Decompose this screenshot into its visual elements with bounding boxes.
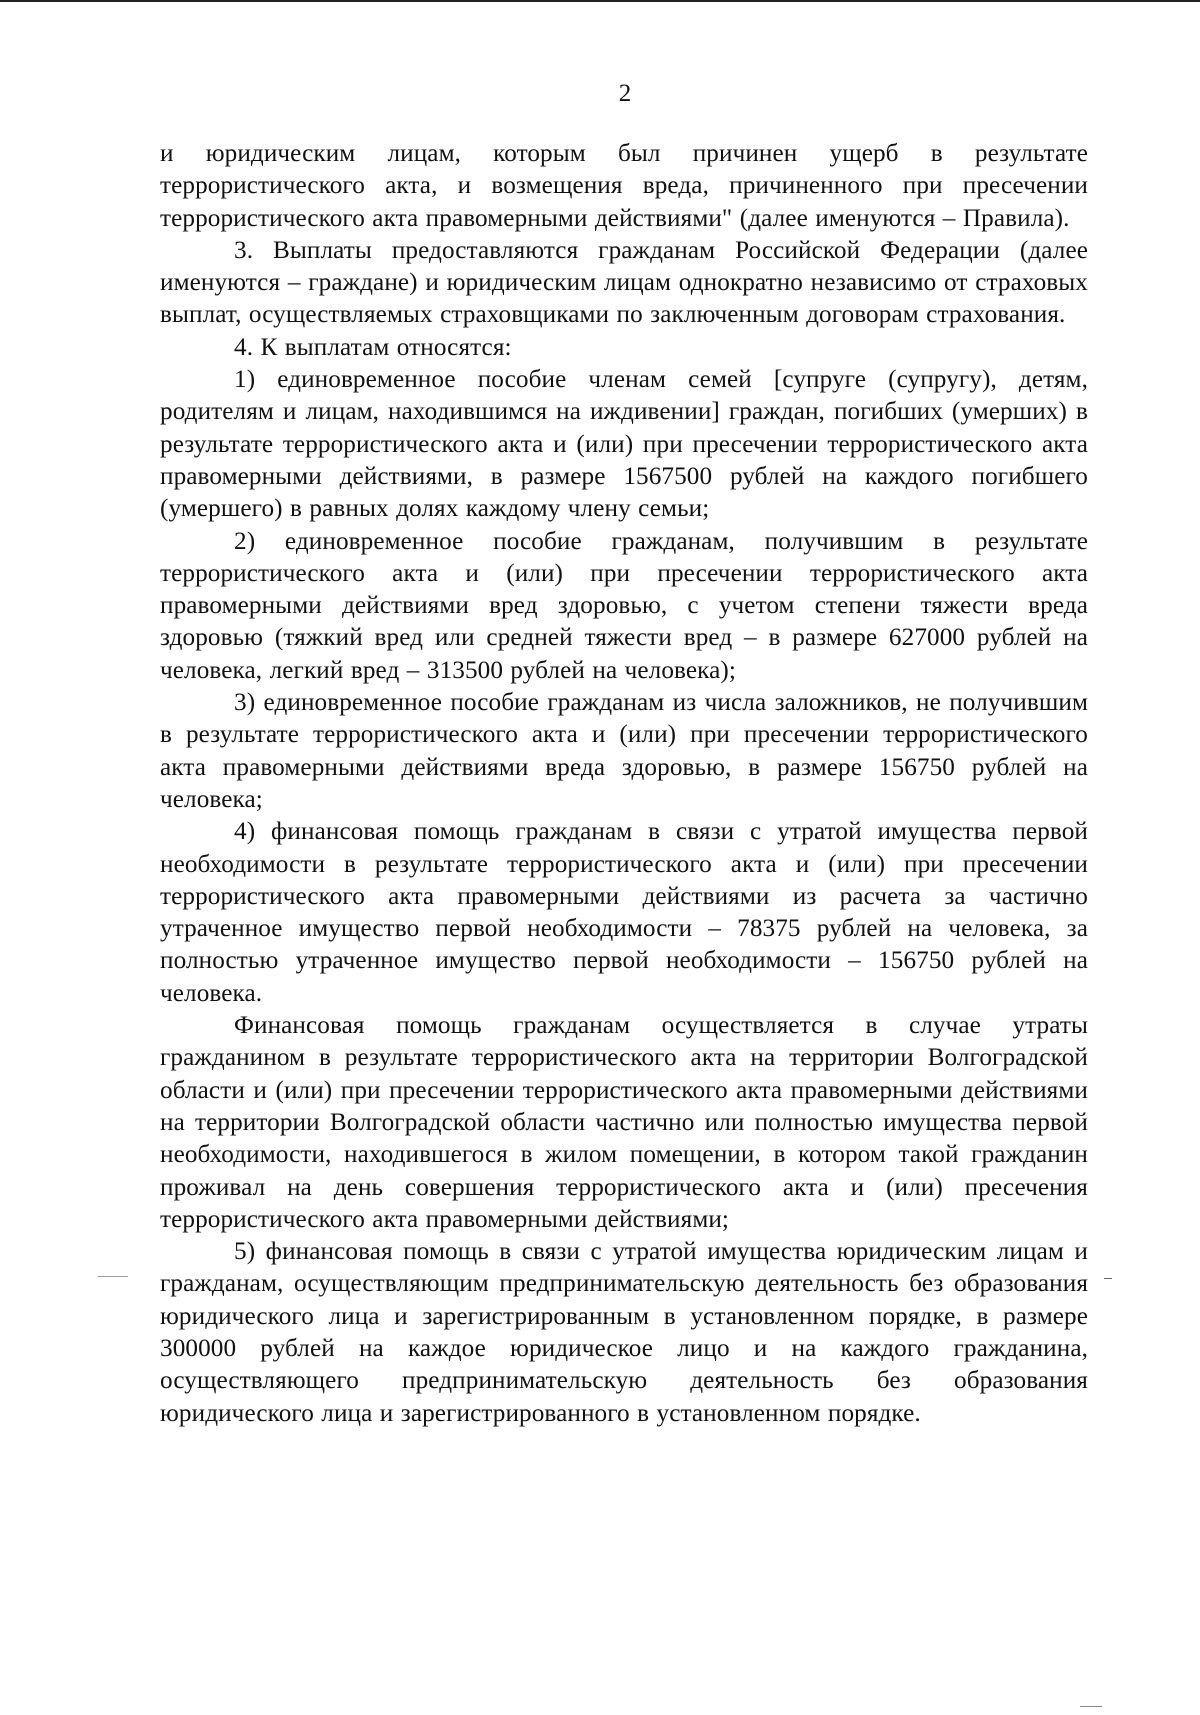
paragraph-item-4: 4) финансовая помощь гражданам в связи с утратой имущества первой необходимости в результате террористического акта и (или) при пресечении террористического акта правомерными действиями из расчета за частично утраченное имущество первой необходимости – 78375 рублей на человека, за полностью утраченное имущество первой необходимости – 156750 рублей на человека. <box>160 818 1088 1007</box>
scan-artifact-left <box>98 1276 128 1277</box>
paragraph-item-1: 1) единовременное пособие членам семей [супруге (супругу), детям, родителям и лицам, находившимся на иждивении] граждан, погибших (умерших) в результате террористического акта и (или) при пресечении террористического акта правомерными действиями, в размере 1567500 рублей на каждого погибшего (умершего) в равных долях каждому члену семьи; <box>160 366 1088 523</box>
paragraph-item-3: 3) единовременное пособие гражданам из числа заложников, не получившим в результате террористического акта и (или) при пресечении террористического акта правомерными действиями вреда здоровью, в размере 156750 рублей на человека; <box>160 689 1088 813</box>
scan-artifact-corner <box>1080 1706 1102 1707</box>
paragraph-financial-aid-note: Финансовая помощь гражданам осуществляется в случае утраты гражданином в результате террористического акта на территории Волгоградской области и (или) при пресечении террористического акта правомерными действиями на территории Волгоградской области частично или полностью имущества первой необходимости, находившегося в жилом помещении, в котором такой гражданин проживал на день совершения террористического акта и (или) пресечения террористического акта правомерными действиями; <box>160 1012 1088 1233</box>
page-number: 2 <box>618 80 632 107</box>
document-body <box>160 138 1088 1430</box>
paragraph-item-2: 2) единовременное пособие гражданам, получившим в результате террористического акта и (или) при пресечении террористического акта правомерными действиями вред здоровью, с учетом степени тяжести вреда здоровью (тяжкий вред или средней тяжести вред – в размере 627000 рублей на человека, легкий вред – 313500 рублей на человека); <box>160 527 1088 684</box>
scan-artifact-right <box>1104 1278 1112 1279</box>
paragraph-item-5: 5) финансовая помощь в связи с утратой имущества юридическим лицам и гражданам, осуществляющим предпринимательскую деятельность без образования юридического лица и зарегистрированным в установленном порядке, в размере 300000 рублей на каждое юридическое лицо и на каждого гражданина, осуществляющего предпринимательскую деятельность без образования юридического лица и зарегистрированного в установленном порядке. <box>160 1238 1088 1427</box>
paragraph-clause-3: 3. Выплаты предоставляются гражданам Российской Федерации (далее именуются – граждане) и юридическим лицам однократно независимо от страховых выплат, осуществляемых страховщиками по заключенным договорам страхования. <box>160 236 1088 329</box>
paragraph-continuation: и юридическим лицам, которым был причинен ущерб в результате террористического акта, и возмещения вреда, причиненного при пресечении террористического акта правомерными действиями" (далее именуются – Правила). <box>160 140 1088 232</box>
paragraph-clause-4: 4. К выплатам относятся: <box>234 333 512 361</box>
page-top-edge <box>0 0 1200 2</box>
